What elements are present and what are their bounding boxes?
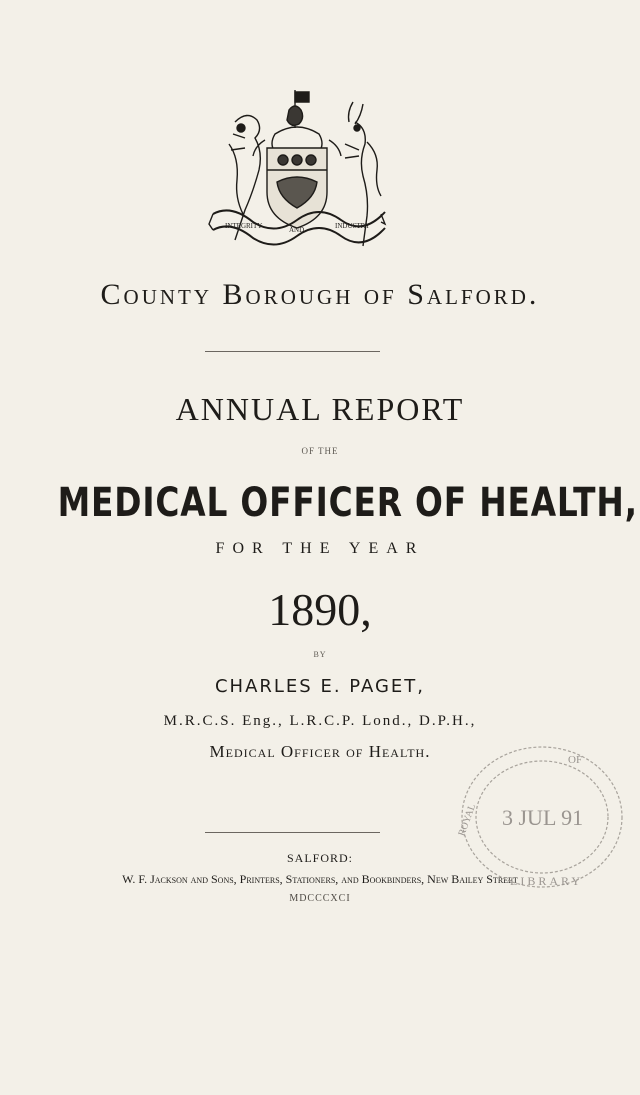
of-the-text: OF THE: [301, 446, 339, 456]
coat-of-arms: [205, 82, 390, 267]
imprint-printers: W. F. Jackson and Sons, Printers, Stationers, and Bookbinders, New Bailey Street: [122, 872, 518, 886]
stamp-text-top: OF: [568, 754, 583, 766]
motto-left-text: INTEGRITY: [225, 222, 263, 230]
for-the-year-text: FOR THE YEAR: [215, 540, 425, 557]
office-title: MEDICAL OFFICER OF HEALTH,: [57, 480, 638, 526]
stamp-text-bottom: LIBRARY: [510, 874, 584, 888]
author-office: Medical Officer of Health.: [209, 742, 431, 761]
author-name: CHARLES E. PAGET,: [214, 676, 426, 697]
motto-middle-text: AND: [289, 226, 305, 234]
decorative-rule-bottom: [205, 832, 380, 833]
imprint-date: MDCCCXCI: [289, 893, 351, 904]
borough-heading: County Borough of Salford.: [100, 278, 540, 311]
author-qualifications: M.R.C.S. Eng., L.R.C.P. Lond., D.P.H.,: [163, 713, 477, 729]
library-stamp: [450, 735, 630, 895]
stamp-date: 3 JUL 91: [502, 805, 584, 830]
report-title: ANNUAL REPORT: [175, 391, 465, 427]
by-text: BY: [313, 650, 327, 659]
report-year: 1890,: [268, 584, 372, 635]
motto-right-text: INDUSTRY: [335, 222, 371, 230]
decorative-rule-top: [205, 351, 380, 352]
stamp-text-left: ROYAL: [456, 802, 479, 838]
imprint-place: SALFORD:: [286, 851, 353, 865]
